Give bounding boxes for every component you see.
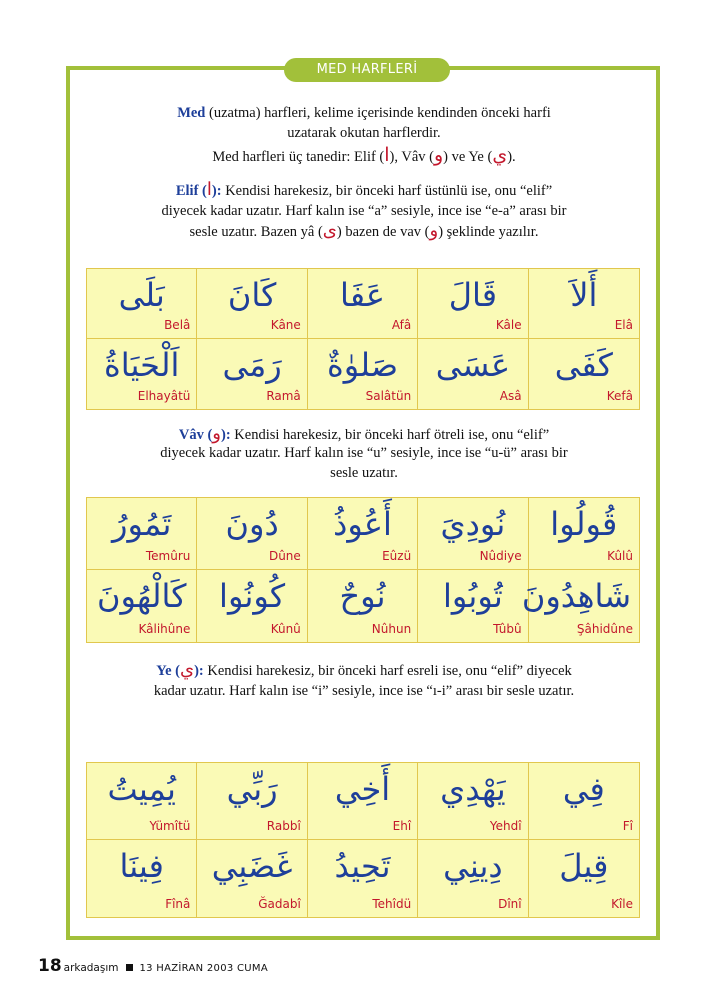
intro-line-1: [90, 105, 638, 122]
word-card: [87, 570, 197, 642]
transliteration: Temûru: [145, 549, 191, 563]
arabic-word: اَلْحَيَاةُ: [103, 346, 180, 384]
transliteration: Yehdî: [489, 819, 522, 833]
elif-heading-letter: ا: [206, 179, 212, 199]
arabic-word: بَلَى: [118, 276, 165, 314]
word-card: [87, 339, 197, 409]
elif-letter: ا: [384, 145, 390, 166]
word-card: [197, 763, 307, 840]
transliteration: Kâlihûne: [138, 622, 191, 636]
word-card: [308, 570, 418, 642]
arabic-word: كَفَى: [554, 346, 613, 384]
arabic-word: تُوبُوا: [443, 577, 503, 615]
word-card: [308, 840, 418, 917]
vav-desc-2: diyecek kadar uzatır. Harf kalın ise “u” sesiyle, ince ise “u-ü” arası bir: [160, 445, 568, 461]
transliteration: Asâ: [499, 389, 522, 403]
intro-text-1: (uzatma) harfleri, kelime içerisinde kendinden önceki harfi: [209, 105, 551, 121]
word-card: [87, 763, 197, 840]
transliteration: Kâle: [495, 318, 522, 332]
vav-desc-1: Vâv (و): Kendisi harekesiz, bir önceki harf ötreli ise, onu “elif”: [178, 423, 550, 443]
arabic-word: فِينَا: [119, 847, 164, 885]
word-card: [87, 269, 197, 339]
transliteration: Salâtün: [365, 389, 412, 403]
word-card: [197, 840, 307, 917]
arabic-word: رَمَى: [222, 346, 282, 384]
ye-word-grid: [86, 762, 640, 918]
magazine-name: arkadaşım: [63, 962, 119, 974]
transliteration: Kâne: [270, 318, 301, 332]
transliteration: Afâ: [391, 318, 412, 332]
word-card: [87, 498, 197, 570]
ye-desc-2: kadar uzatır. Harf kalın ise “i” sesiyle, ince ise “ı-i” arası bir sesle uzatır.: [153, 683, 575, 699]
word-card: [418, 763, 528, 840]
ye-letter: ي: [492, 145, 508, 166]
word-card: [197, 339, 307, 409]
arabic-word: قُولُوا: [550, 505, 618, 543]
transliteration: Kîle: [611, 897, 633, 911]
elif-desc-1: Elif (ا): Kendisi harekesiz, bir önceki harf üstünlü ise, onu “elif”: [175, 179, 553, 199]
word-card: [418, 570, 528, 642]
intro-term: Med: [177, 105, 206, 121]
word-card: [197, 269, 307, 339]
arabic-word: صَلوٰةٌ: [326, 346, 399, 384]
arabic-word: كَانَ: [227, 276, 277, 314]
arabic-word: أَلاَ: [570, 276, 598, 314]
vav-word-grid: [86, 497, 640, 643]
arabic-word: فِي: [562, 770, 605, 808]
arabic-word: تَحِيدُ: [334, 847, 391, 885]
transliteration: Elhayâtü: [137, 389, 191, 403]
arabic-word: رَبِّي: [226, 770, 278, 808]
word-card: [418, 339, 528, 409]
page-footer: [38, 956, 268, 976]
transliteration: Tehîdü: [372, 897, 412, 911]
word-card: [308, 339, 418, 409]
elif-desc-3: sesle uzatır. Bazen yâ (ى) bazen de vav (و) şeklinde yazılır.: [189, 220, 539, 240]
word-card: [87, 840, 197, 917]
arabic-word: قِيلَ: [559, 847, 609, 885]
word-card: [529, 840, 639, 917]
arabic-word: أَخِي: [334, 770, 391, 808]
word-card: [529, 339, 639, 409]
ye-heading-letter: ي: [180, 659, 195, 679]
transliteration: Nûdiye: [479, 549, 522, 563]
transliteration: Fî: [622, 819, 633, 833]
word-card: [529, 498, 639, 570]
issue-date: 13 HAZİRAN 2003 CUMA: [139, 963, 268, 974]
arabic-word: عَسَى: [435, 346, 511, 384]
arabic-word: دُونَ: [225, 505, 279, 543]
page-number: 18: [38, 956, 62, 976]
arabic-word: غَضَبِي: [211, 847, 293, 885]
word-card: [418, 840, 528, 917]
word-card: [529, 763, 639, 840]
transliteration: Kûlû: [607, 549, 633, 563]
vav-desc-3: sesle uzatır.: [330, 465, 398, 481]
word-card: [197, 570, 307, 642]
word-card: [308, 498, 418, 570]
transliteration: Ehî: [392, 819, 412, 833]
elif-word-grid: [86, 268, 640, 410]
transliteration: Yümîtü: [149, 819, 191, 833]
vav-heading-letter: و: [212, 423, 221, 443]
transliteration: Dînî: [498, 897, 522, 911]
arabic-word: يُمِيتُ: [107, 770, 176, 808]
elif-desc-2: diyecek kadar uzatır. Harf kalın ise “a” sesiyle, ince ise “e-a” arası bir: [161, 203, 567, 219]
arabic-word: أَعُوذُ: [333, 505, 392, 543]
ye-desc-1: Ye (ي): Kendisi harekesiz, bir önceki harf esreli ise, onu “elif” diyecek: [156, 659, 572, 679]
transliteration: Fînâ: [165, 897, 191, 911]
transliteration: Rabbî: [266, 819, 301, 833]
transliteration: Kûnû: [270, 622, 301, 636]
word-card: [529, 269, 639, 339]
transliteration: Kefâ: [606, 389, 633, 403]
intro-line-3: Med harfleri üç tanedir: Elif (ا), Vâv (و) ve Ye (ي).: [212, 145, 516, 166]
transliteration: Belâ: [164, 318, 191, 332]
word-card: [308, 763, 418, 840]
word-card: [197, 498, 307, 570]
transliteration: Tûbû: [493, 622, 522, 636]
arabic-word: كَالْهُونَ: [96, 577, 187, 615]
arabic-word: شَاهِدُونَ: [521, 577, 631, 615]
transliteration: Ğadabî: [258, 897, 301, 911]
arabic-word: عَفَا: [339, 276, 385, 314]
intro-line-2: uzatarak okutan harflerdir.: [287, 125, 441, 141]
transliteration: Nûhun: [371, 622, 412, 636]
square-bullet-icon: [126, 964, 133, 971]
vav-letter: و: [433, 145, 444, 166]
word-card: [521, 570, 639, 642]
transliteration: Eûzü: [382, 549, 412, 563]
arabic-word: نُودِيَ: [440, 505, 506, 543]
transliteration: Şâhidûne: [576, 622, 633, 636]
transliteration: Ramâ: [266, 389, 301, 403]
arabic-word: قَالَ: [448, 276, 498, 314]
transliteration: Dûne: [268, 549, 301, 563]
arabic-word: نُوحٌ: [339, 577, 386, 615]
arabic-word: تَمُورُ: [112, 505, 172, 543]
word-card: [308, 269, 418, 339]
word-card: [418, 498, 528, 570]
transliteration: Elâ: [614, 318, 633, 332]
arabic-word: يَهْدِي: [440, 770, 506, 808]
arabic-word: كُونُوا: [219, 577, 286, 615]
word-card: [418, 269, 528, 339]
arabic-word: دِينِي: [443, 847, 503, 885]
page-title: MED HARFLERİ: [284, 58, 450, 82]
